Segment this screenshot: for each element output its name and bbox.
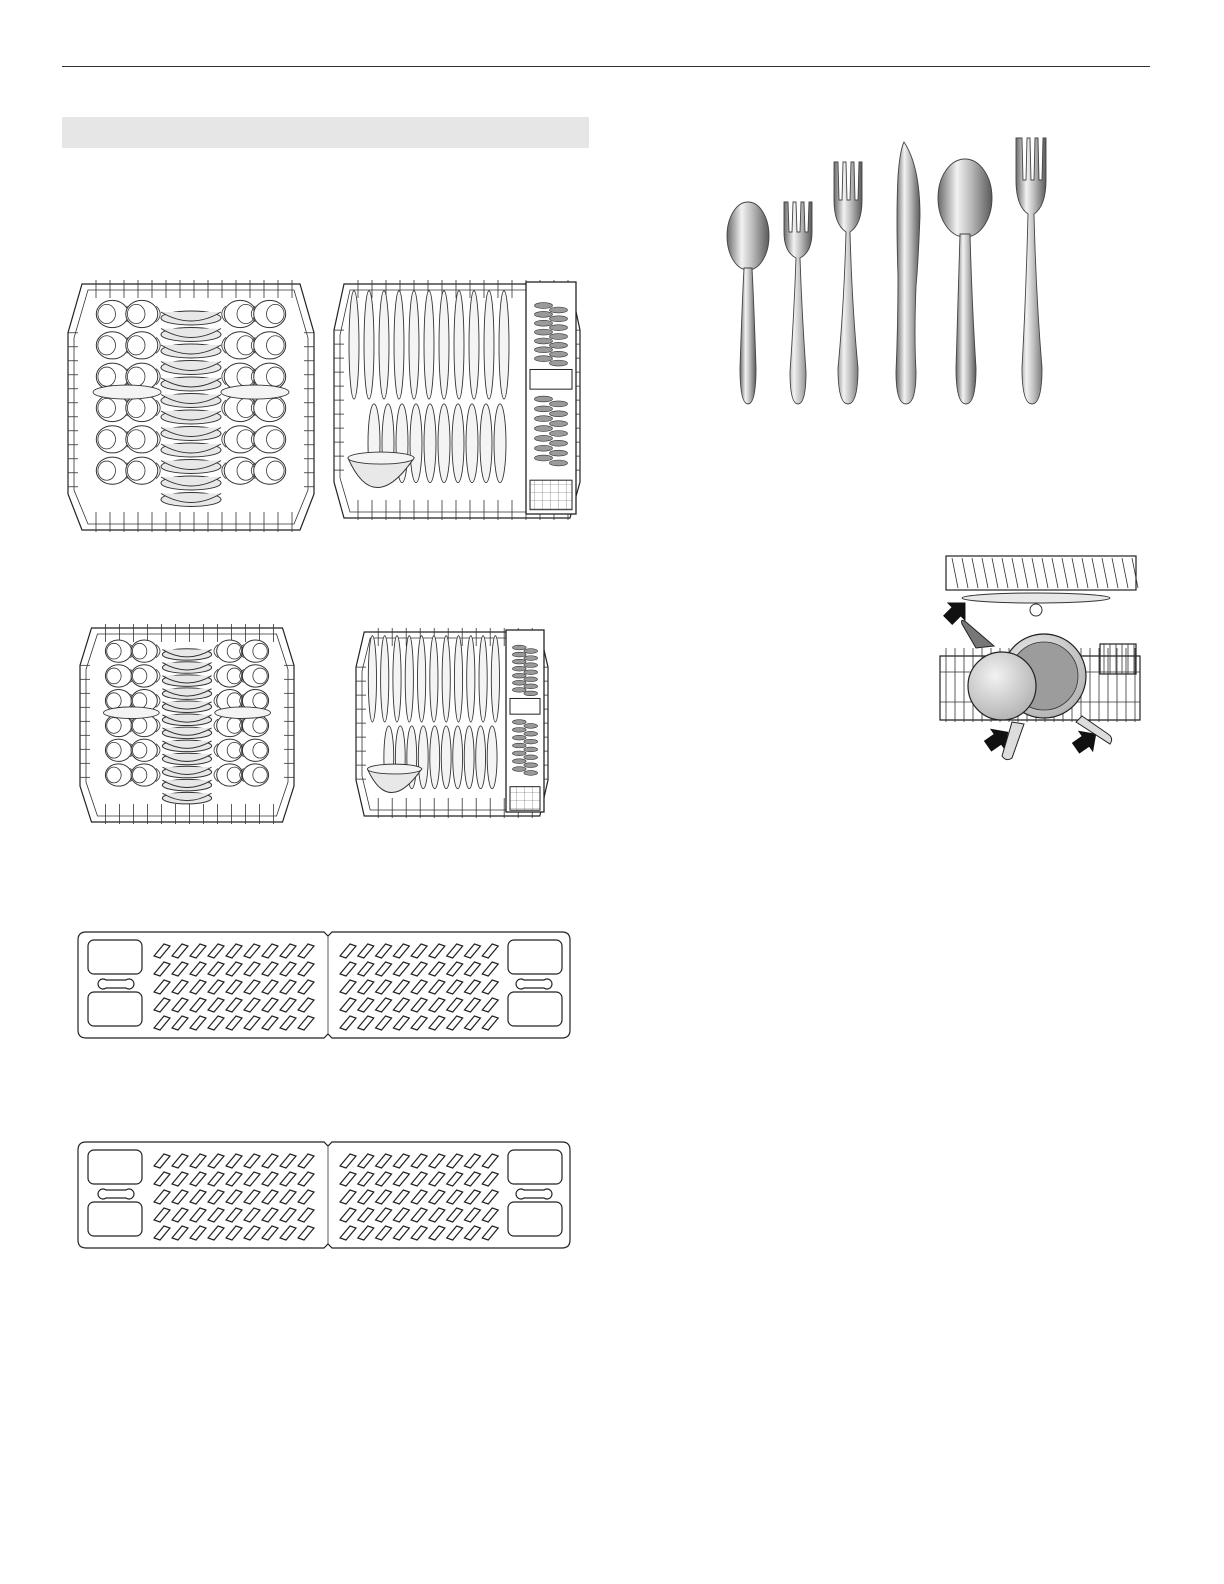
salad-fork-icon [784, 202, 812, 404]
serving-fork-icon [1016, 138, 1046, 404]
dinner-fork-icon [834, 162, 862, 404]
header-rule [62, 66, 1150, 67]
pots-rack-figure [936, 552, 1146, 766]
lower-rack-figure-2 [356, 624, 552, 824]
upper-rack-figure-1 [68, 276, 318, 538]
flatware-figure [720, 136, 1060, 408]
basket-cover-figure-2 [76, 1138, 574, 1252]
lower-rack-figure-1 [334, 276, 584, 526]
upper-rack-figure-2 [80, 620, 298, 830]
basket-cover-figure-1 [76, 928, 574, 1042]
knife-icon [896, 142, 920, 404]
section-heading-bar [62, 117, 589, 148]
tablespoon-icon [938, 159, 992, 404]
teaspoon-icon [727, 202, 769, 404]
